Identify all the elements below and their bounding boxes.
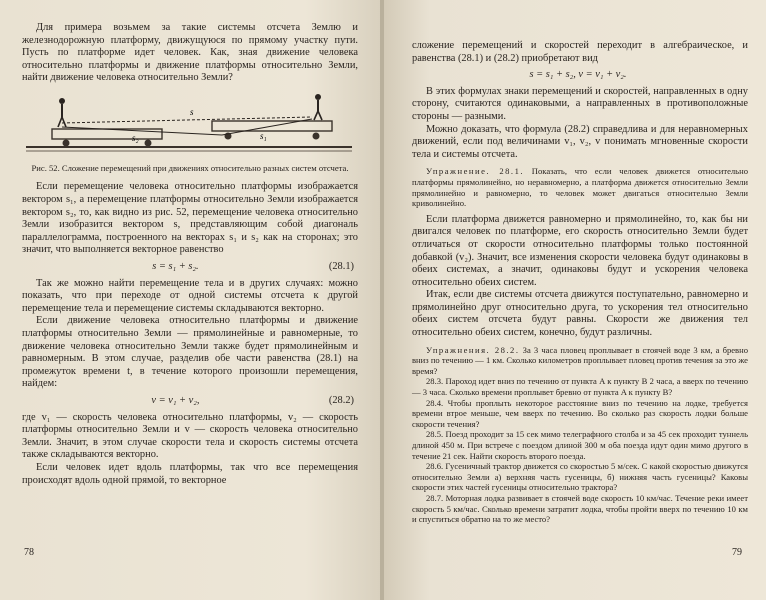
right-paragraph-5: Итак, если две системы отсчета движутся поступательно, равномерно и прямолинейно друг относительно друга, то ускорения тел относительно обеих систем отсчета будут равны. Скорости же движения тел относительно обеих систем, конечно, будут различны. bbox=[412, 289, 748, 339]
platform-start bbox=[52, 129, 162, 139]
left-paragraph-1: Для примера возьмем за такие системы отсчета Землю и железнодорожную платформу, движущуюся по прямому участку пути. Пусть по платформе идет человек. Как, зная движение человека относительно платформы и движение платформы относительно Земли, найти движение человека относительно Земли? bbox=[22, 22, 358, 84]
vector-s bbox=[62, 117, 312, 123]
label-s: s bbox=[190, 106, 194, 117]
left-paragraph-5: где v₁ — скорость человека относительно платформы, v₂ — скорость платформы относительно Земли и v — скорость человека относительно Земли. Значит, в этом случае скорости тела и скорость системы отсчета также складываются векторно. bbox=[22, 411, 358, 461]
label-s2: s₂ bbox=[132, 132, 139, 143]
left-paragraph-3: Так же можно найти перемещение тела и в других случаях: можно показать, что при переходе от одной системы отсчета к другой перемещение тела и перемещение системы складываются векторно. bbox=[22, 277, 358, 314]
exercise-28-1: Упражнение. 28.1. Показать, что если человек движется относительно платформы прямолинейно, но неравномерно, а платформа движется относительно Земли прямолинейно и равномерно, то человек может двигаться относительно Земли криволинейно. bbox=[412, 166, 748, 209]
right-page-number: 79 bbox=[732, 547, 742, 558]
formula-28-2: v = v₁ + v₂, (28.2) bbox=[151, 394, 354, 406]
label-s1: s₁ bbox=[260, 130, 267, 141]
right-paragraph-1: сложение перемещений и скоростей переходит в алгебраическое, и равенства (28.1) и (28.2) приобретают вид bbox=[412, 40, 748, 64]
exercise-28-3: 28.3. Пароход идет вниз по течению от пункта A к пункту B 2 часа, а вверх по течению — 3 часа. Сколько времени проплывет бревно от пункта A к пункту B? bbox=[412, 376, 748, 398]
vector-s2 bbox=[62, 127, 222, 135]
exercise-28-4: 28.4. Чтобы проплыть некоторое расстояние вниз по течению на лодке, требуется времени втрое меньше, чем вверх по течению. Во сколько раз скорость лодки больше скорости течения? bbox=[412, 397, 748, 429]
left-text-column bbox=[22, 22, 358, 487]
right-paragraph-4: Если платформа движется равномерно и прямолинейно, то, как бы ни двигался человек по платформе, его скорость относительно Земли будет отличаться от скорости относительно платформы только постоянной добавкой (v₂). Значит, все изменения скорости человека будут одинаковы в обеих системах, а значит, одинаковы будут и ускорения человека относительно обеих систем. bbox=[412, 213, 748, 288]
exercise-28-6: 28.6. Гусеничный трактор движется со скоростью 5 м/сек. С какой скоростью движутся относительно Земли а) верхняя часть гусеницы, б) нижняя часть гусеницы? Каковы скорости этих частей гусеницы относительно трактора? bbox=[412, 461, 748, 493]
right-text-column bbox=[412, 40, 748, 525]
figure-caption: Рис. 52. Сложение перемещений при движениях относительно разных систем отсчета. bbox=[31, 162, 349, 173]
right-page bbox=[384, 0, 766, 600]
left-paragraph-2: Если перемещение человека относительно платформы изображается вектором s₁, а перемещение платформы относительно Земли изображается вектором s₂, то, как видно из рис. 52, перемещение человека относительно Земли изобразится вектором s, представляющим собой диагональ параллелограмма, построенного на векторах s₁ и s₂ как на сторонах; это значит, что выполняется векторное равенство bbox=[22, 181, 358, 256]
formula-algebraic: s = s₁ + s₂, v = v₁ + v₂. bbox=[529, 69, 627, 81]
left-paragraph-4: Если движение человека относительно платформы и движение платформы относительно Земли — прямолинейные и равномерные, то движение человека относительно Земли также будет прямолинейным и равномерным. В этом случае, разделив обе части равенства (28.1) на промежуток времени t, в течение которого произошли перемещения, найдем: bbox=[22, 315, 358, 390]
formula-28-1: s = s₁ + s₂. (28.1) bbox=[152, 261, 354, 273]
exercise-28-5: 28.5. Поезд проходит за 15 сек мимо телеграфного столба и за 45 сек проходит туннель длиной 450 м. При встрече с поездом длиной 300 м оба поезда идут один мимо другого в течение 21 сек. Найти скорость второго поезда. bbox=[412, 429, 748, 461]
platform-diagram bbox=[22, 91, 358, 157]
exercise-28-7: 28.7. Моторная лодка развивает в стоячей воде скорость 10 км/час. Течение реки имеет скорость 5 км/час. Сколько времени затратит лодка, чтобы пройти вверх по течению 10 км и спуститься обратно на то же место? bbox=[412, 492, 748, 525]
exercise-28-2: Упражнения. 28.2. За 3 часа пловец проплывает в стоячей воде 3 км, а бревно вниз по течению — 1 км. Сколько километров проплывает пловец против течения за это же время? bbox=[412, 344, 749, 376]
figure-52 bbox=[22, 91, 358, 157]
person-end-icon bbox=[314, 94, 322, 120]
right-paragraph-3: Можно доказать, что формула (28.2) справедлива и для неравномерных движений, если под величинами v₁, v₂, v понимать мгновенные скорости тела и системы отсчета. bbox=[412, 123, 748, 160]
left-page-number: 78 bbox=[24, 547, 34, 558]
left-paragraph-6: Если человек идет вдоль платформы, так что все перемещения происходят вдоль одной прямой, то векторное bbox=[22, 461, 358, 486]
right-paragraph-2: В этих формулах знаки перемещений и скоростей, направленных в одну сторону, считаются одинаковыми, а направленных в противоположные стороны — разными. bbox=[412, 85, 748, 122]
left-page bbox=[0, 0, 382, 600]
